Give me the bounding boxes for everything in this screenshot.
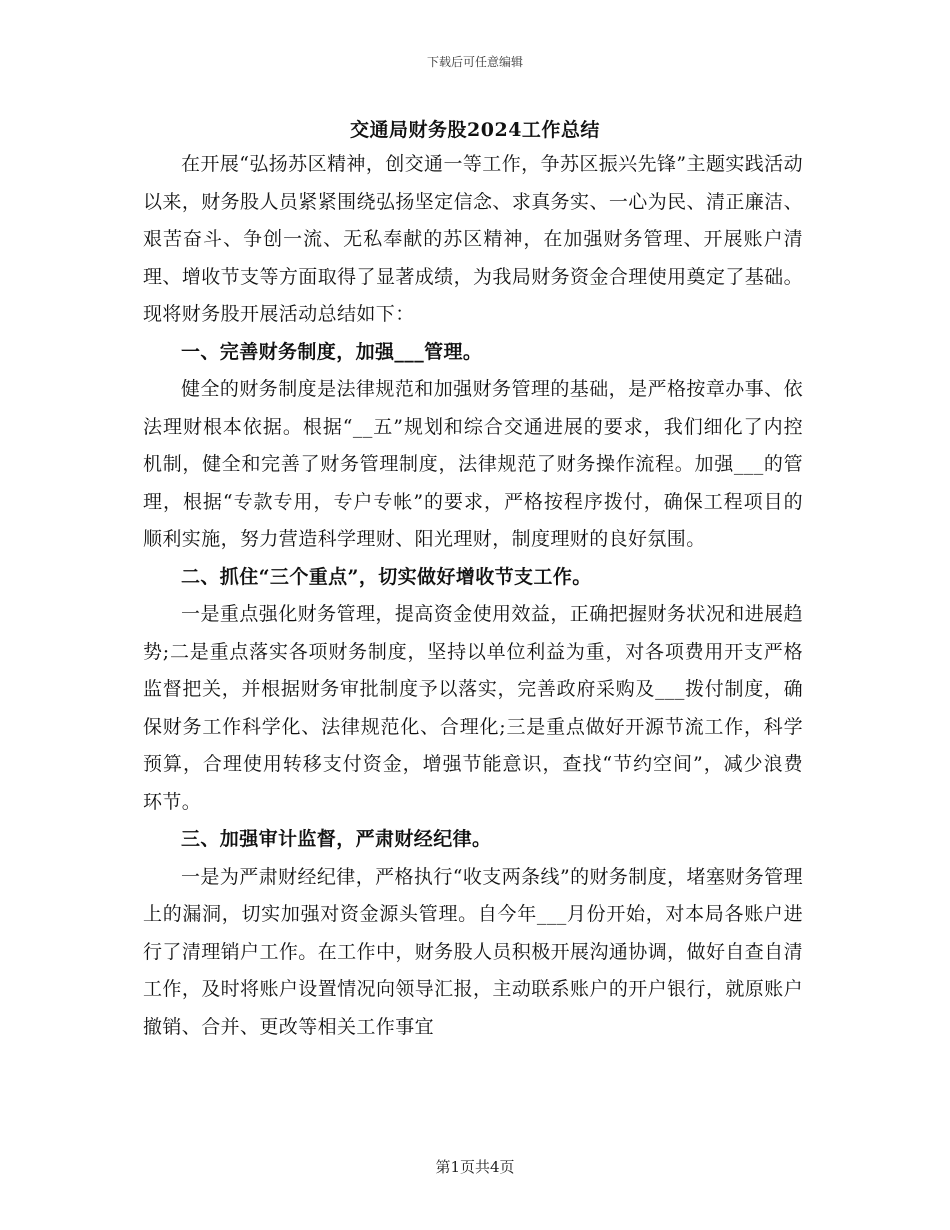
section-heading-3: 三、加强审计监督，严肃财经纪律。	[181, 828, 492, 850]
section-3-paragraph: 一是为严肃财经纪律，严格执行“收支两条线”的财务制度，堵塞财务管理上的漏洞，切实加强对资金源头管理。自今年___月份开始，对本局各账户进行了清理销户工作。在工作中，财务股人员积极开展沟通协调，做好自查自清工作，及时将账户设置情况向领导汇报，主动联系账户的开户银行，就原账户撤销、合并、更改等相关工作事宜	[143, 865, 803, 1038]
section-1-paragraph: 健全的财务制度是法律规范和加强财务管理的基础，是严格按章办事、依法理财根本依据。根据“__五”规划和综合交通进展的要求，我们细化了内控机制，健全和完善了财务管理制度，法律规范了财务操作流程。加强___的管理，根据“专款专用，专户专帐”的要求，严格按程序拨付，确保工程项目的顺利实施，努力营造科学理财、阳光理财，制度理财的良好氛围。	[143, 378, 803, 550]
section-heading-1: 一、完善财务制度，加强___管理。	[181, 340, 483, 363]
section-heading-2: 二、抓住“三个重点”，切实做好增收节支工作。	[181, 565, 592, 588]
document-body	[143, 146, 803, 1046]
section-2-paragraph: 一是重点强化财务管理，提高资金使用效益，正确把握财务状况和进展趋势;二是重点落实各项财务制度，坚持以单位利益为重，对各项费用开支严格监督把关，并根据财务审批制度予以落实，完善政府采购及___拨付制度，确保财务工作科学化、法律规范化、合理化;三是重点做好开源节流工作，科学预算，合理使用转移支付资金，增强节能意识，查找“节约空间”，减少浪费环节。	[143, 603, 803, 813]
intro-paragraph: 在开展“弘扬苏区精神，创交通一等工作，争苏区振兴先锋”主题实践活动以来，财务股人员紧紧围绕弘扬坚定信念、求真务实、一心为民、清正廉洁、艰苦奋斗、争创一流、无私奉献的苏区精神，在加强财务管理、开展账户清理、增收节支等方面取得了显著成绩，为我局财务资金合理使用奠定了基础。现将财务股开展活动总结如下：	[143, 153, 803, 325]
header-note: 下载后可任意编辑	[426, 55, 523, 69]
page-number-footer: 第1页共4页	[435, 1158, 515, 1176]
document-title: 交通局财务股2024工作总结	[350, 119, 600, 141]
